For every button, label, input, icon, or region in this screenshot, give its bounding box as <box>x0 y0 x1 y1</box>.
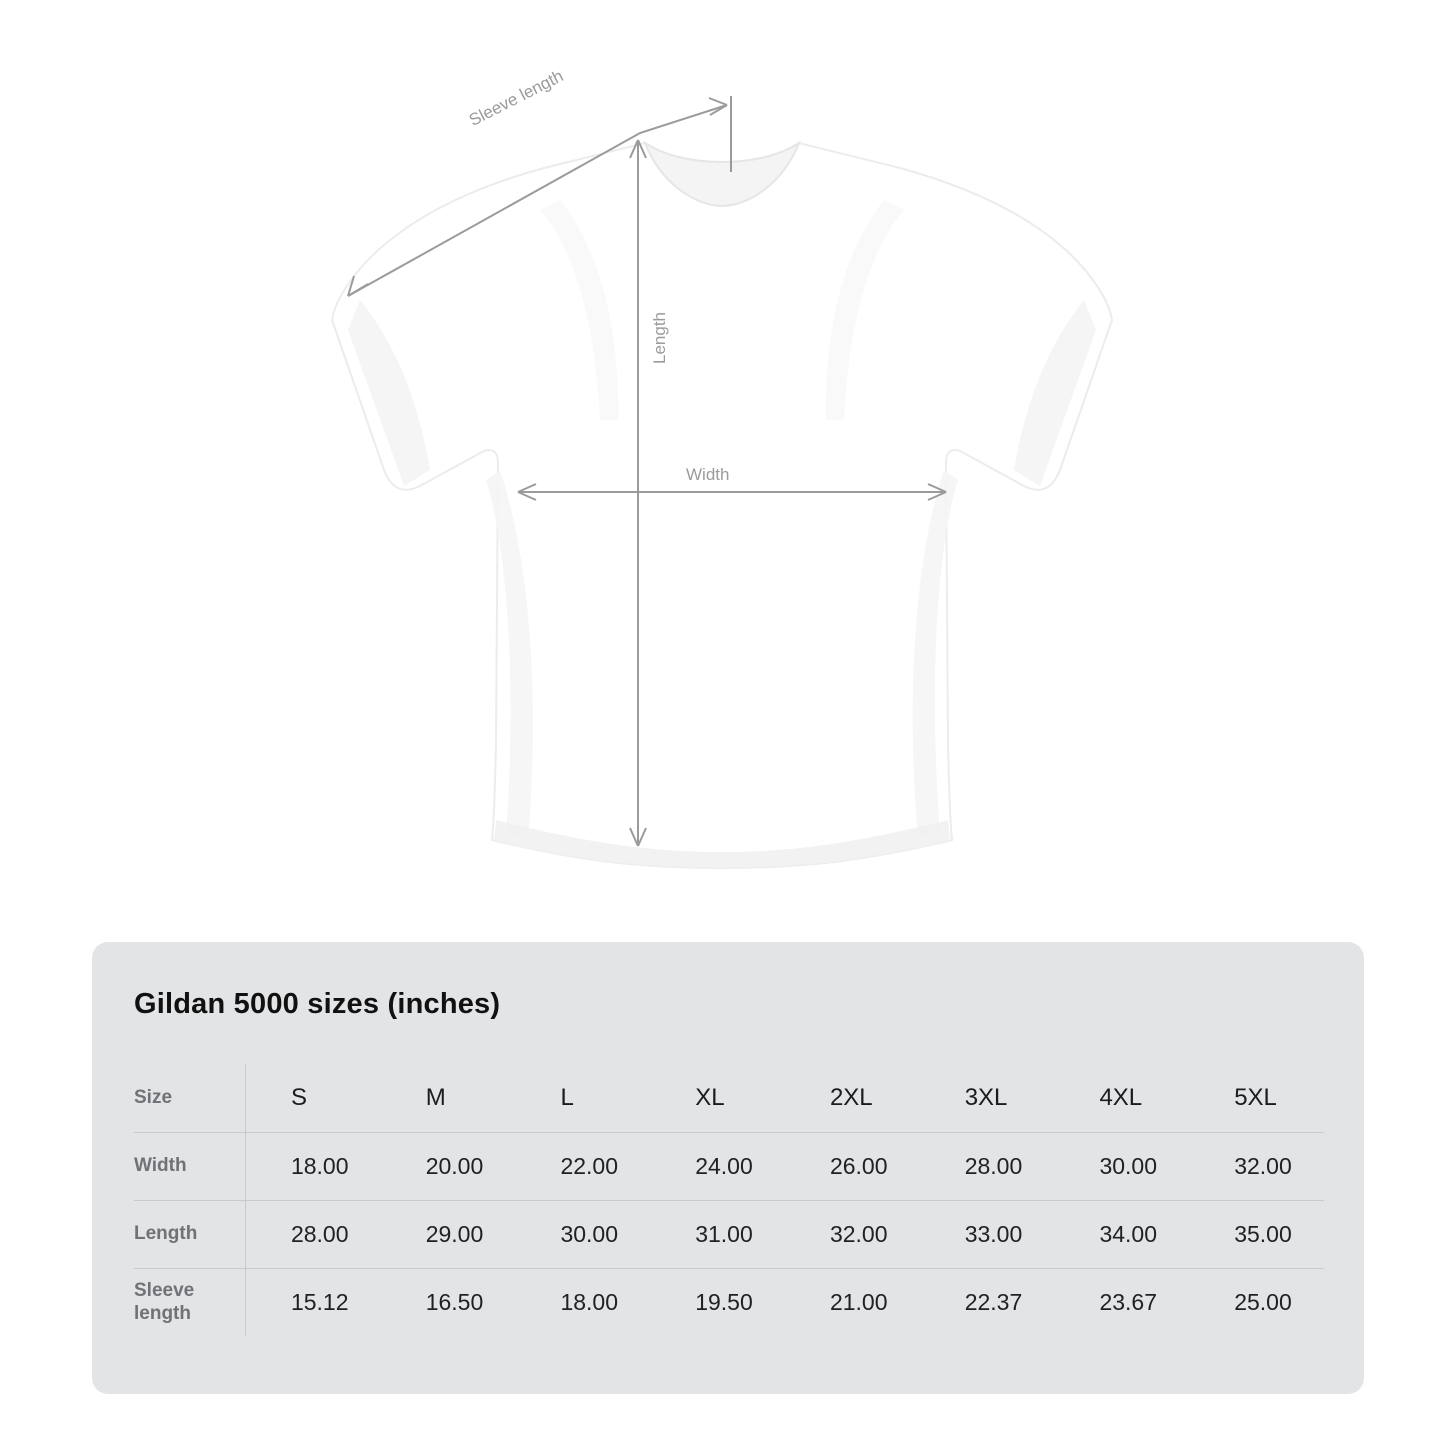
width-2xl: 26.00 <box>829 1152 888 1179</box>
length-5xl: 35.00 <box>1234 1220 1292 1247</box>
length-m: 29.00 <box>425 1220 484 1247</box>
row-label-length: Length <box>134 1200 245 1268</box>
size-chart-table <box>134 1064 1324 1336</box>
length-3xl: 33.00 <box>964 1220 1023 1247</box>
header-s: S <box>290 1083 307 1111</box>
sleeve-2xl: 21.00 <box>829 1288 888 1315</box>
table-header-row <box>134 1064 1324 1132</box>
length-xl: 31.00 <box>695 1220 753 1247</box>
header-size: Size <box>134 1064 245 1132</box>
sleeve-5xl: 25.00 <box>1234 1288 1292 1315</box>
table-row <box>134 1268 1324 1336</box>
sleeve-length-label: Sleeve length <box>466 66 567 130</box>
width-s: 18.00 <box>290 1152 349 1179</box>
sleeve-m: 16.50 <box>425 1288 484 1315</box>
sleeve-s: 15.12 <box>290 1288 349 1315</box>
width-5xl: 32.00 <box>1234 1152 1292 1179</box>
width-3xl: 28.00 <box>964 1152 1023 1179</box>
row-label-sleeve-line1: Sleeve <box>134 1279 195 1301</box>
sleeve-xl: 19.50 <box>695 1288 753 1315</box>
width-xl: 24.00 <box>695 1152 753 1179</box>
header-m: M <box>425 1083 446 1111</box>
length-l: 30.00 <box>560 1220 619 1247</box>
table-row <box>134 1200 1324 1268</box>
table-row <box>134 1132 1324 1200</box>
sleeve-l: 18.00 <box>560 1288 619 1315</box>
header-3xl: 3XL <box>964 1083 1008 1111</box>
row-label-sleeve-length <box>134 1268 245 1336</box>
sleeve-4xl: 23.67 <box>1099 1288 1158 1315</box>
width-l: 22.00 <box>560 1152 619 1179</box>
width-4xl: 30.00 <box>1099 1152 1158 1179</box>
sleeve-3xl: 22.37 <box>964 1288 1023 1315</box>
size-chart-title: Gildan 5000 sizes (inches) <box>134 988 501 1020</box>
header-l: L <box>560 1083 574 1111</box>
width-m: 20.00 <box>425 1152 484 1179</box>
length-2xl: 32.00 <box>829 1220 888 1247</box>
length-label: Length <box>650 312 669 364</box>
length-4xl: 34.00 <box>1099 1220 1158 1247</box>
shirt-body <box>332 143 1112 868</box>
row-label-width: Width <box>134 1132 245 1200</box>
size-chart-card <box>92 942 1364 1394</box>
header-xl: XL <box>695 1083 725 1111</box>
header-2xl: 2XL <box>829 1083 873 1111</box>
header-5xl: 5XL <box>1234 1083 1277 1111</box>
header-4xl: 4XL <box>1099 1083 1143 1111</box>
length-s: 28.00 <box>290 1220 349 1247</box>
width-label: Width <box>686 465 730 484</box>
row-label-sleeve-line2: length <box>134 1303 191 1325</box>
